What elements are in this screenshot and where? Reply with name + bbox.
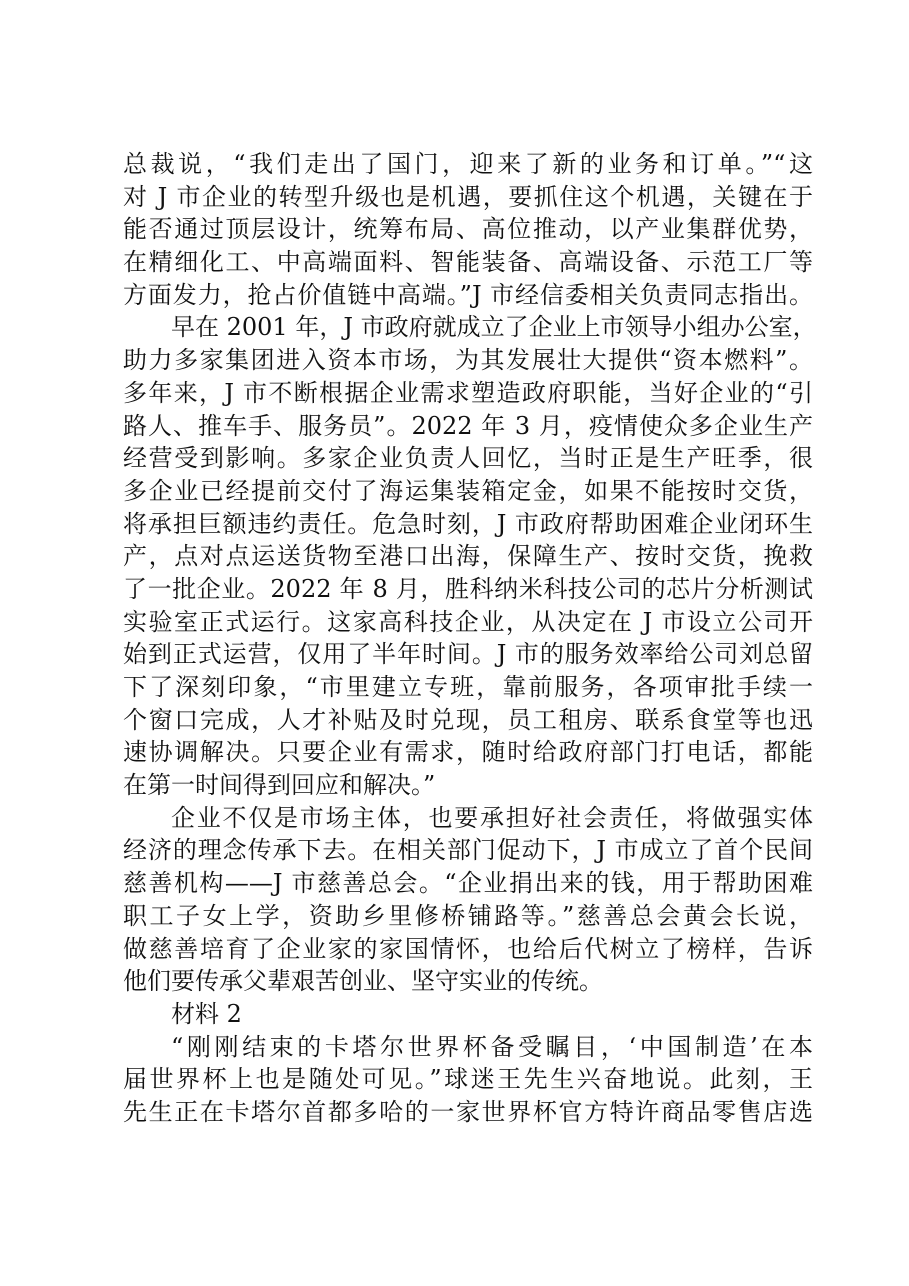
text-line: 届世界杯上也是随处可见。”球迷王先生兴奋地说。此刻，王 <box>123 1065 813 1094</box>
text-line: 经营受到影响。多家企业负责人回忆，当时正是生产旺季，很 <box>123 444 813 473</box>
text-line: 企业不仅是市场主体，也要承担好社会责任，将做强实体 <box>171 803 813 832</box>
text-line: 方面发力，抢占价值链中高端。”J 市经信委相关负责同志指出。 <box>123 280 813 309</box>
text-line: 在精细化工、中高端面料、智能装备、高端设备、示范工厂等 <box>123 248 813 277</box>
text-line: 他们要传承父辈艰苦创业、坚守实业的传统。 <box>123 967 603 996</box>
text-line: 个窗口完成，人才补贴及时兑现，员工租房、联系食堂等也迅 <box>123 705 813 734</box>
text-line: 对 J 市企业的转型升级也是机遇，要抓住这个机遇，关键在于 <box>123 182 813 211</box>
text-line: 了一批企业。2022 年 8 月，胜科纳米科技公司的芯片分析测试 <box>123 574 813 603</box>
text-line: 速协调解决。只要企业有需求，随时给政府部门打电话，都能 <box>123 738 813 767</box>
text-line: 先生正在卡塔尔首都多哈的一家世界杯官方特许商品零售店选 <box>123 1097 813 1126</box>
text-line: 多企业已经提前交付了海运集装箱定金，如果不能按时交货， <box>123 476 813 505</box>
section-heading: 材料 2 <box>171 999 242 1028</box>
text-line: 做慈善培育了企业家的家国情怀，也给后代树立了榜样，告诉 <box>123 934 813 963</box>
text-line: 助力多家集团进入资本市场，为其发展壮大提供“资本燃料”。 <box>123 346 813 375</box>
text-line: 慈善机构——J 市慈善总会。“企业捐出来的钱，用于帮助困难 <box>123 869 813 898</box>
text-line: 路人、推车手、服务员”。2022 年 3 月，疫情使众多企业生产 <box>123 411 813 440</box>
text-line: “刚刚结束的卡塔尔世界杯备受瞩目，‘中国制造’在本 <box>171 1032 813 1061</box>
text-line: 职工子女上学，资助乡里修桥铺路等。”慈善总会黄会长说， <box>123 901 813 930</box>
text-line: 早在 2001 年，J 市政府就成立了企业上市领导小组办公室， <box>171 313 817 342</box>
text-line: 始到正式运营，仅用了半年时间。J 市的服务效率给公司刘总留 <box>123 640 813 669</box>
text-line: 在第一时间得到回应和解决。” <box>123 771 436 800</box>
text-line: 实验室正式运行。这家高科技企业，从决定在 J 市设立公司开 <box>123 607 813 636</box>
document-body <box>123 148 817 1129</box>
text-line: 经济的理念传承下去。在相关部门促动下，J 市成立了首个民间 <box>123 836 813 865</box>
text-line: 产，点对点运送货物至港口出海，保障生产、按时交货，挽救 <box>123 542 813 571</box>
text-line: 能否通过顶层设计，统筹布局、高位推动，以产业集群优势， <box>123 215 813 244</box>
text-line: 将承担巨额违约责任。危急时刻，J 市政府帮助困难企业闭环生 <box>123 509 813 538</box>
text-line: 多年来，J 市不断根据企业需求塑造政府职能，当好企业的“引 <box>123 378 813 407</box>
text-line: 下了深刻印象，“市里建立专班，靠前服务，各项审批手续一 <box>123 673 813 701</box>
text-line: 总裁说，“我们走出了国门，迎来了新的业务和订单。”“这 <box>123 150 813 178</box>
